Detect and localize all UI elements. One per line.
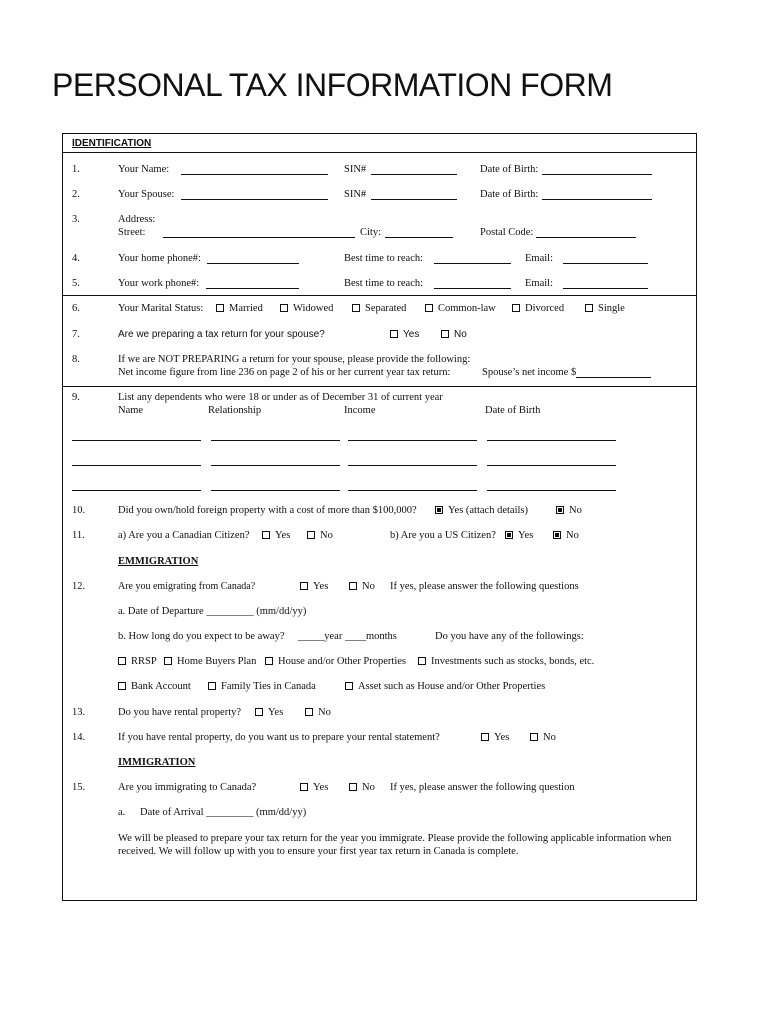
immigrating-question: Are you immigrating to Canada? — [118, 782, 257, 793]
spouse-name-label: Your Spouse: — [118, 189, 175, 200]
dependent-dob-field[interactable] — [487, 490, 616, 491]
spouse-income-label: Spouse’s net income $ — [482, 367, 577, 378]
checkbox-icon[interactable] — [512, 304, 520, 312]
checkbox-icon[interactable] — [216, 304, 224, 312]
immigrate-note-line2: received. We will follow up with you to ensure your first year tax return in Canada is complete. — [118, 846, 519, 857]
asset-home-buyers-option[interactable]: Home Buyers Plan — [164, 655, 256, 668]
checkbox-icon[interactable] — [307, 531, 315, 539]
dependent-relationship-field[interactable] — [211, 465, 340, 466]
checkbox-icon[interactable] — [300, 783, 308, 791]
address-label: Address: — [118, 214, 156, 225]
col-header-dob: Date of Birth — [485, 405, 541, 416]
checkbox-icon[interactable] — [262, 531, 270, 539]
asset-investments-option[interactable]: Investments such as stocks, bonds, etc. — [418, 655, 594, 668]
checkbox-icon[interactable] — [280, 304, 288, 312]
checkbox-icon[interactable] — [505, 531, 513, 539]
row-number: 10. — [72, 505, 86, 516]
emigrating-no[interactable]: No — [349, 580, 375, 593]
dependent-relationship-field[interactable] — [211, 440, 340, 441]
street-label: Street: — [118, 227, 146, 238]
dependent-income-field[interactable] — [348, 465, 477, 466]
us-citizen-no[interactable]: No — [553, 529, 579, 542]
your-name-label: Your Name: — [118, 164, 170, 175]
spouse-sin-label: SIN# — [344, 189, 367, 200]
checkbox-icon[interactable] — [118, 657, 126, 665]
email-label: Email: — [525, 253, 553, 264]
row-number: 1. — [72, 164, 80, 175]
checkbox-icon[interactable] — [164, 657, 172, 665]
col-header-income: Income — [344, 405, 376, 416]
section-divider — [62, 295, 697, 296]
checkbox-icon[interactable] — [556, 506, 564, 514]
row-number: 8. — [72, 354, 80, 365]
rental-property-yes[interactable]: Yes — [255, 706, 283, 719]
work-best-time-label: Best time to reach: — [344, 278, 424, 289]
us-citizen-yes[interactable]: Yes — [505, 529, 533, 542]
dependent-name-field[interactable] — [72, 440, 201, 441]
emigrating-followup: If yes, please answer the following questions — [390, 581, 579, 592]
departure-date-field[interactable]: a. Date of Departure _________ (mm/dd/yy) — [118, 606, 307, 617]
time-away-question: b. How long do you expect to be away? — [118, 631, 285, 642]
row-number: 2. — [72, 189, 80, 200]
dependent-name-field[interactable] — [72, 465, 201, 466]
best-time-field[interactable] — [434, 263, 511, 264]
us-citizen-question: b) Are you a US Citizen? — [390, 530, 496, 541]
row-number: 5. — [72, 278, 80, 289]
home-phone-label: Your home phone#: — [118, 253, 201, 264]
row-number: 7. — [72, 329, 80, 340]
email-field[interactable] — [563, 263, 648, 264]
marital-common-law-option[interactable]: Common-law — [425, 302, 496, 315]
asset-family-ties-option[interactable]: Family Ties in Canada — [208, 680, 316, 693]
row-number: 13. — [72, 707, 86, 718]
net-income-text: Net income figure from line 236 on page 2 of his or her current year tax return: — [118, 367, 451, 378]
checkbox-icon[interactable] — [208, 682, 216, 690]
marital-widowed-option[interactable]: Widowed — [280, 302, 333, 315]
asset-bank-account-option[interactable]: Bank Account — [118, 680, 191, 693]
section-divider — [62, 152, 697, 153]
checkbox-icon[interactable] — [349, 783, 357, 791]
work-best-time-field[interactable] — [434, 288, 511, 289]
dependent-income-field[interactable] — [348, 440, 477, 441]
arrival-date-field[interactable]: Date of Arrival _________ (mm/dd/yy) — [140, 807, 307, 818]
spouse-return-no[interactable]: No — [441, 328, 467, 341]
checkbox-icon[interactable] — [345, 682, 353, 690]
row-number: 11. — [72, 530, 85, 541]
marital-divorced-option[interactable]: Divorced — [512, 302, 564, 315]
row-number: 6. — [72, 303, 80, 314]
checkbox-icon[interactable] — [349, 582, 357, 590]
rental-property-no[interactable]: No — [305, 706, 331, 719]
section-divider — [62, 386, 697, 387]
identification-heading: IDENTIFICATION — [72, 138, 152, 149]
spouse-name-field[interactable] — [181, 199, 328, 200]
city-field[interactable] — [385, 237, 453, 238]
dependent-dob-field[interactable] — [487, 440, 616, 441]
work-phone-field[interactable] — [206, 288, 299, 289]
best-time-label: Best time to reach: — [344, 253, 424, 264]
row-number: 12. — [72, 581, 86, 592]
dob-label: Date of Birth: — [480, 164, 539, 175]
spouse-dob-label: Date of Birth: — [480, 189, 539, 200]
checkbox-icon[interactable] — [553, 531, 561, 539]
foreign-property-no[interactable]: No — [556, 504, 582, 517]
marital-single-option[interactable]: Single — [585, 302, 625, 315]
row-number: 3. — [72, 214, 80, 225]
emmigration-heading: EMMIGRATION — [118, 556, 199, 567]
work-email-field[interactable] — [563, 288, 648, 289]
checkbox-icon[interactable] — [390, 330, 398, 338]
checkbox-icon[interactable] — [418, 657, 426, 665]
canadian-citizen-question: a) Are you a Canadian Citizen? — [118, 530, 250, 541]
rental-property-question: Do you have rental property? — [118, 707, 242, 718]
postal-code-label: Postal Code: — [480, 227, 534, 238]
home-phone-field[interactable] — [207, 263, 299, 264]
checkbox-icon[interactable] — [425, 304, 433, 312]
time-away-field[interactable]: _____year ____months — [298, 631, 397, 642]
your-name-field[interactable] — [181, 174, 328, 175]
checkbox-icon[interactable] — [441, 330, 449, 338]
rental-statement-no[interactable]: No — [530, 731, 556, 744]
checkbox-icon[interactable] — [305, 708, 313, 716]
checkbox-icon[interactable] — [352, 304, 360, 312]
spouse-income-field[interactable] — [576, 377, 651, 378]
row-number: 14. — [72, 732, 86, 743]
checkbox-icon[interactable] — [255, 708, 263, 716]
asset-house-property-option[interactable]: Asset such as House and/or Other Properties — [345, 680, 545, 693]
foreign-property-yes[interactable]: Yes (attach details) — [435, 504, 528, 517]
marital-married-option[interactable]: Married — [216, 302, 263, 315]
sin-label: SIN# — [344, 164, 367, 175]
form-title: PERSONAL TAX INFORMATION FORM — [52, 67, 613, 103]
checkbox-icon[interactable] — [118, 682, 126, 690]
postal-code-field[interactable] — [536, 237, 636, 238]
dependent-dob-field[interactable] — [487, 465, 616, 466]
spouse-dob-field[interactable] — [542, 199, 652, 200]
immigrating-yes[interactable]: Yes — [300, 781, 328, 794]
have-any-question: Do you have any of the followings: — [435, 631, 584, 642]
immigrating-no[interactable]: No — [349, 781, 375, 794]
emigrating-question: Are you emigrating from Canada? — [118, 581, 256, 592]
col-header-relationship: Relationship — [208, 405, 262, 416]
checkbox-icon[interactable] — [435, 506, 443, 514]
marital-status-label: Your Marital Status: — [118, 303, 204, 314]
asset-rrsp-option[interactable]: RRSP — [118, 655, 157, 668]
canadian-citizen-yes[interactable]: Yes — [262, 529, 290, 542]
street-field[interactable] — [163, 237, 355, 238]
spouse-sin-field[interactable] — [371, 199, 457, 200]
dependent-name-field[interactable] — [72, 490, 201, 491]
col-header-name: Name — [118, 405, 144, 416]
marital-separated-option[interactable]: Separated — [352, 302, 406, 315]
immigrate-note-line1: We will be pleased to prepare your tax return for the year you immigrate. Please provide the following applicable information when — [118, 833, 672, 844]
row-number: 4. — [72, 253, 80, 264]
checkbox-icon[interactable] — [481, 733, 489, 741]
checkbox-icon[interactable] — [300, 582, 308, 590]
foreign-property-question: Did you own/hold foreign property with a cost of more than $100,000? — [118, 505, 417, 516]
work-phone-label: Your work phone#: — [118, 278, 200, 289]
city-label: City: — [360, 227, 382, 238]
dob-field[interactable] — [542, 174, 652, 175]
dependent-relationship-field[interactable] — [211, 490, 340, 491]
not-preparing-text: If we are NOT PREPARING a return for your spouse, please provide the following: — [118, 354, 471, 365]
checkbox-icon[interactable] — [530, 733, 538, 741]
checkbox-icon[interactable] — [265, 657, 273, 665]
row-number: 9. — [72, 392, 80, 403]
dependents-intro: List any dependents who were 18 or under as of December 31 of current year — [118, 392, 443, 403]
sin-field[interactable] — [371, 174, 457, 175]
immigration-heading: IMMIGRATION — [118, 757, 196, 768]
rental-statement-yes[interactable]: Yes — [481, 731, 509, 744]
checkbox-icon[interactable] — [585, 304, 593, 312]
spouse-return-yes[interactable]: Yes — [390, 328, 419, 341]
dependent-income-field[interactable] — [348, 490, 477, 491]
asset-house-option[interactable]: House and/or Other Properties — [265, 655, 406, 668]
immigrating-followup: If yes, please answer the following question — [390, 782, 575, 793]
canadian-citizen-no[interactable]: No — [307, 529, 333, 542]
spouse-return-question: Are we preparing a tax return for your spouse? — [118, 329, 325, 340]
row-number: 15. — [72, 782, 86, 793]
arrival-item-label: a. — [118, 807, 126, 818]
rental-statement-question: If you have rental property, do you want us to prepare your rental statement? — [118, 732, 440, 743]
emigrating-yes[interactable]: Yes — [300, 580, 328, 593]
work-email-label: Email: — [525, 278, 553, 289]
